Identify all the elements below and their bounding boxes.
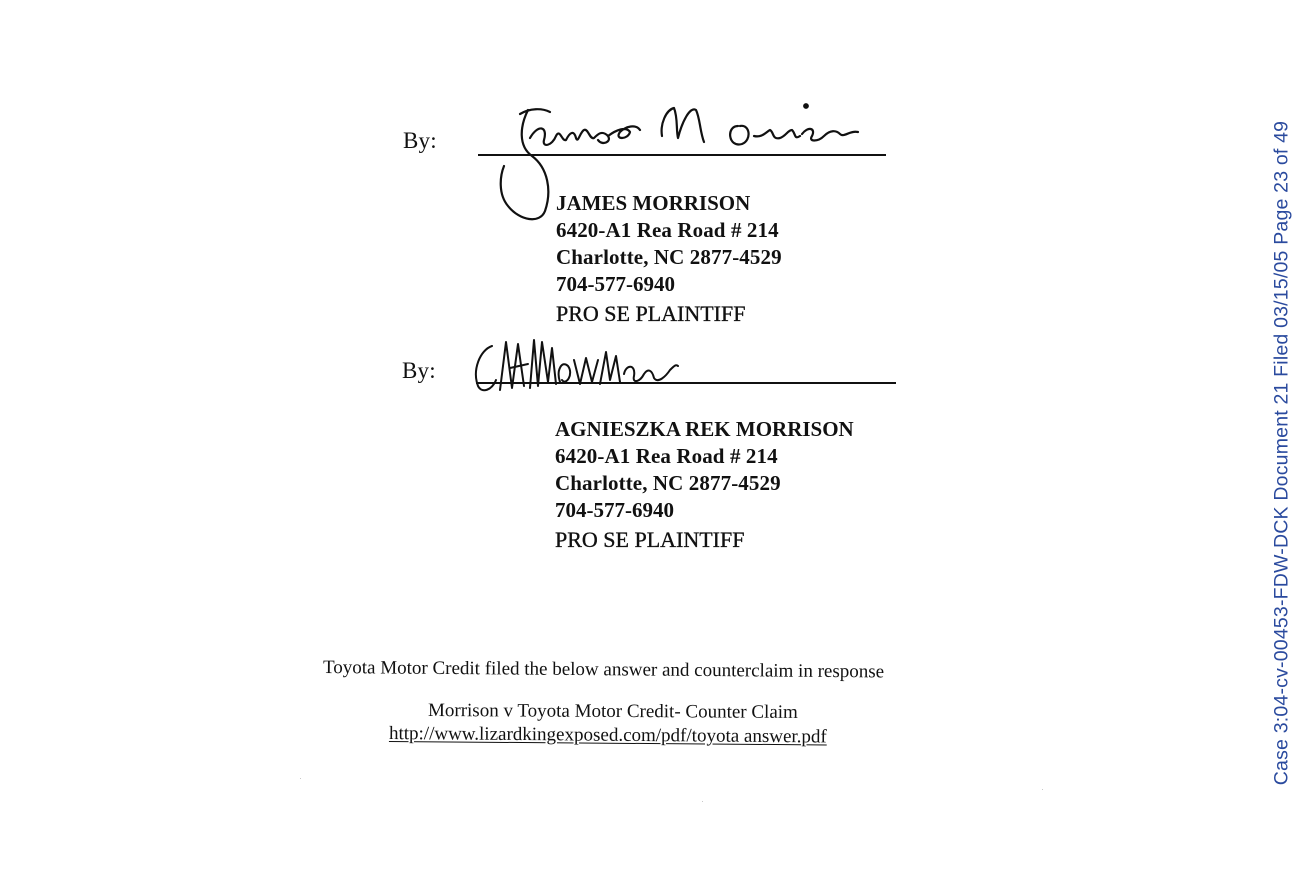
signatory-phone: 704-577-6940: [555, 498, 674, 522]
signatory-name: JAMES MORRISON: [556, 191, 751, 215]
signature-agnieszka-rek-morrison: [470, 330, 690, 400]
filing-stamp: [1260, 100, 1304, 806]
signatory-role: PRO SE PLAINTIFF: [555, 527, 745, 552]
signatory-role: PRO SE PLAINTIFF: [556, 301, 746, 326]
by-label-1: By:: [403, 128, 437, 153]
signatory-phone: 704-577-6940: [556, 272, 675, 296]
signature-line-2: [476, 382, 896, 384]
note-link[interactable]: http://www.lizardkingexposed.com/pdf/toyota answer.pdf: [388, 723, 827, 748]
scan-speck: [1042, 789, 1043, 790]
by-label-2: By:: [402, 358, 436, 383]
filing-stamp-text: Case 3:04-cv-00453-FDW-DCK Document 21 Filed 03/15/05 Page 23 of 49: [1270, 120, 1293, 786]
note-line: Toyota Motor Credit filed the below answer and counterclaim in response: [322, 657, 885, 683]
signatory-name: AGNIESZKA REK MORRISON: [555, 417, 854, 441]
note-case-title: Morrison v Toyota Motor Credit- Counter Claim: [427, 700, 798, 723]
signatory-address-line-2: Charlotte, NC 2877-4529: [556, 245, 782, 269]
signatory-address-line-2: Charlotte, NC 2877-4529: [555, 471, 781, 495]
scan-speck: [702, 801, 703, 802]
signature-line-1: [478, 154, 886, 156]
signatory-block-1: [556, 190, 782, 327]
signatory-block-2: [555, 416, 854, 553]
signatory-address-line-1: 6420-A1 Rea Road # 214: [555, 444, 778, 468]
signatory-address-line-1: 6420-A1 Rea Road # 214: [556, 218, 779, 242]
scan-speck: [300, 778, 301, 779]
